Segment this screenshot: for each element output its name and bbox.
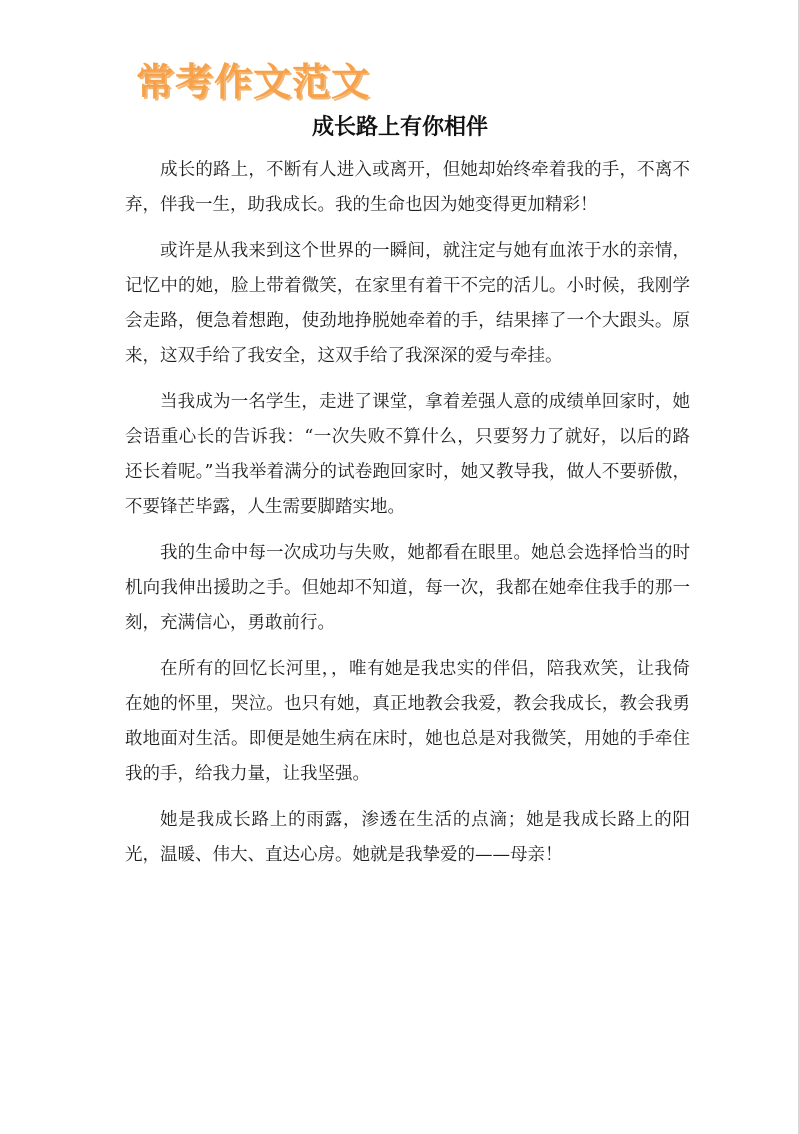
paragraph-2: 或许是从我来到这个世界的一瞬间，就注定与她有血浓于水的亲情，记忆中的她，脸上带着微笑，在家里有着干不完的活儿。小时候，我刚学会走路，便急着想跑，使劲地挣脱她牵着的手，结果摔了一个大跟头。原来，这双手给了我安全，这双手给了我深深的爱与牵挂。 (125, 241, 690, 366)
essay-title: 成长路上有你相伴 (311, 115, 488, 140)
paragraph-3: 当我成为一名学生，走进了课堂，拿着差强人意的成绩单回家时，她会语重心长的告诉我：“一次失败不算什么，只要努力了就好，以后的路还长着呢。”当我举着满分的试卷跑回家时，她又教导我，做人不要骄傲，不要锋芒毕露，人生需要脚踏实地。 (125, 392, 690, 517)
paragraph-6: 她是我成长路上的雨露，渗透在生活的点滴；她是我成长路上的阳光，温暖、伟大、直达心房。她就是我挚爱的——母亲！ (125, 810, 690, 865)
banner-heading: 常考作文范文 (136, 60, 371, 104)
paragraph-4: 我的生命中每一次成功与失败，她都看在眼里。她总会选择恰当的时机向我伸出援助之手。但她却不知道，每一次，我都在她牵住我手的那一刻，充满信心，勇敢前行。 (125, 543, 690, 633)
essay-body (125, 153, 690, 884)
paragraph-5: 在所有的回忆长河里，，唯有她是我忠实的伴侣，陪我欢笑，让我倚在她的怀里，哭泣。也只有她，真正地教会我爱，教会我成长，教会我勇敢地面对生活。即便是她生病在床时，她也总是对我微笑，用她的手牵住我的手，给我力量，让我坚强。 (125, 659, 690, 784)
paragraph-1: 成长的路上，不断有人进入或离开，但她却始终牵着我的手，不离不弃，伴我一生，助我成长。我的生命也因为她变得更加精彩！ (125, 160, 690, 215)
